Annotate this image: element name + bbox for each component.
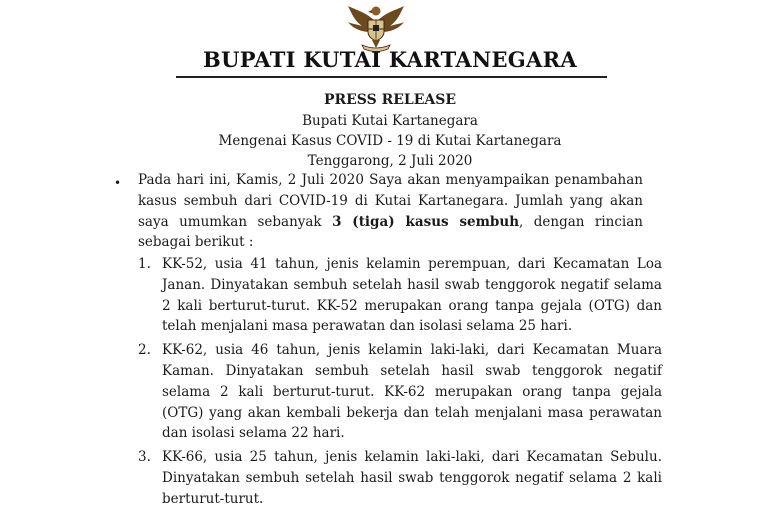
letterhead-rule [176, 76, 607, 78]
release-subtitle-author: Bupati Kutai Kartanegara [302, 113, 478, 129]
bullet-icon: • [114, 176, 122, 190]
intro-count: 3 (tiga) kasus sembuh [332, 213, 520, 230]
office-name: BUPATI KUTAI KARTANEGARA [203, 47, 577, 72]
item-number: 1. [138, 256, 151, 272]
item-text: KK-62, usia 46 tahun, jenis kelamin laki-laki, dari Kecamatan Muara Kaman. Dinyatakan sembuh setelah hasil swab tenggorok negatif selama 2 kali berturut-turut. KK-62 merupakan orang tanpa gejala (OTG) yang akan kembali bekerja dan telah menjalani masa perawatan dan isolasi selama 22 hari. [162, 342, 662, 442]
item-number: 3. [138, 449, 151, 466]
list-item [138, 340, 662, 444]
release-title: PRESS RELEASE [323, 92, 457, 108]
item-text: KK-66, usia 25 tahun, jenis kelamin laki-laki, dari Kecamatan Sebulu. Dinyatakan sembuh setelah hasil swab tenggorok negatif selama 2 kali berturut-turut. [162, 449, 662, 507]
item-number: 2. [138, 342, 151, 359]
intro-tail: , dengan rincian sebagai berikut : [138, 213, 643, 251]
item-text: KK-52, usia 41 tahun, jenis kelamin perempuan, dari Kecamatan Loa Janan. Dinyatakan sembuh setelah hasil swab tenggorok negatif selama 2 kali berturut-turut. KK-52 merupakan orang tanpa gejala (OTG) dan telah menjalani masa perawatan dan isolasi selama 25 hari. [162, 256, 662, 335]
garuda-emblem-icon [344, 2, 408, 52]
intro-lead: Pada hari ini, Kamis, 2 Juli 2020 Saya akan menyampaikan penambahan kasus sembuh dari COVID-19 di Kutai Kartanegara. Jumlah yang akan saya umumkan sebanyak [138, 172, 643, 230]
release-subtitle-place-date: Tenggarong, 2 Juli 2020 [307, 153, 473, 169]
release-subtitle-topic: Mengenai Kasus COVID - 19 di Kutai Kartanegara [218, 133, 562, 149]
intro-paragraph [138, 170, 643, 253]
list-item [138, 447, 662, 509]
case-list [138, 254, 662, 510]
list-item [138, 254, 662, 337]
